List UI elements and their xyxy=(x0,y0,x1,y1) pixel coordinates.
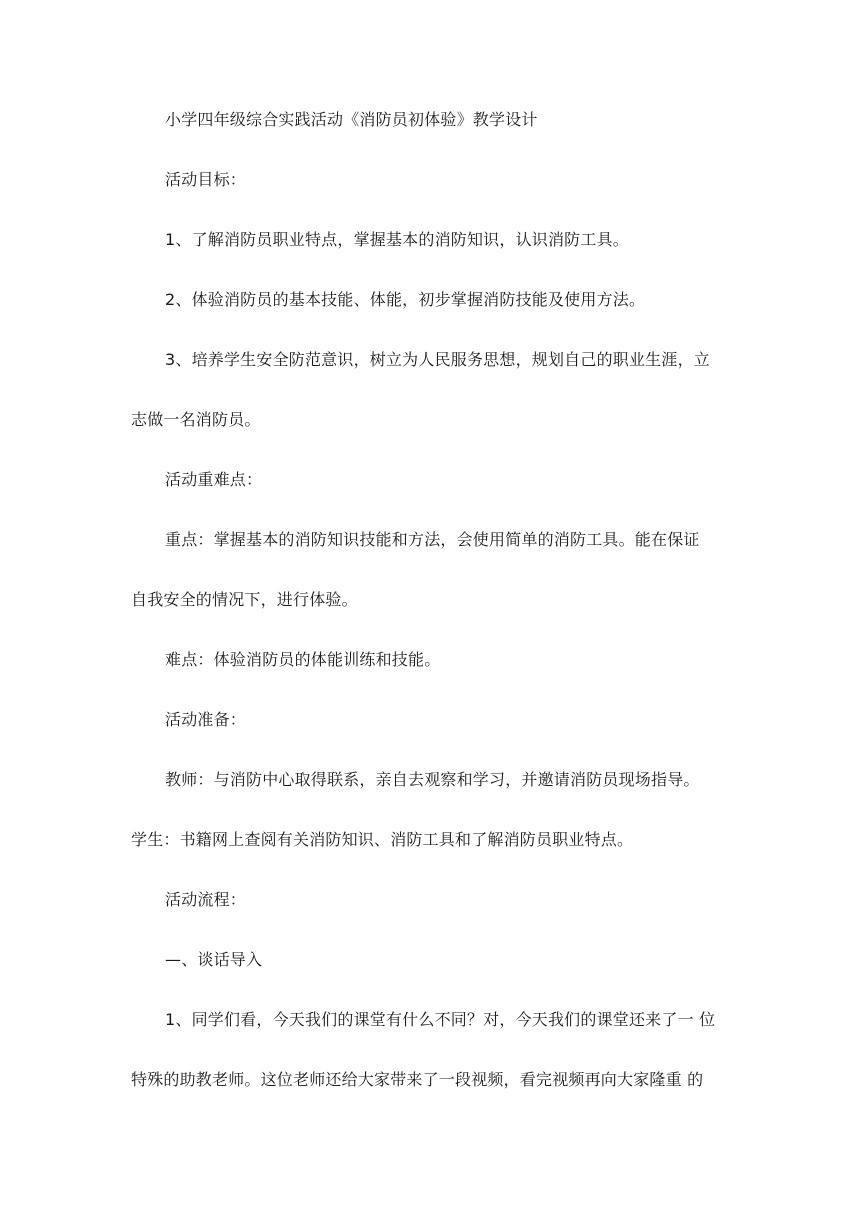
goal-item-3-line-1: 3、培养学生安全防范意识，树立为人民服务思想，规划自己的职业生涯，立 xyxy=(165,350,710,369)
document-title: 小学四年级综合实践活动《消防员初体验》教学设计 xyxy=(165,110,538,129)
goal-item-1: 1、了解消防员职业特点，掌握基本的消防知识，认识消防工具。 xyxy=(165,230,629,249)
step-1-line-1: 1、同学们看，今天我们的课堂有什么不同？对，今天我们的课堂还来了一 位 xyxy=(165,1010,716,1029)
key-points-heading: 活动重难点： xyxy=(165,470,263,489)
focus-line-2: 自我安全的情况下，进行体验。 xyxy=(131,590,358,609)
focus-line-1: 重点：掌握基本的消防知识技能和方法，会使用简单的消防工具。能在保证 xyxy=(165,530,700,549)
teacher-preparation: 教师：与消防中心取得联系，亲自去观察和学习，并邀请消防员现场指导。 xyxy=(165,770,700,789)
process-heading: 活动流程： xyxy=(165,890,247,909)
preparation-heading: 活动准备： xyxy=(165,710,247,729)
student-preparation: 学生：书籍网上查阅有关消防知识、消防工具和了解消防员职业特点。 xyxy=(131,830,634,849)
goal-item-2: 2、体验消防员的基本技能、体能，初步掌握消防技能及使用方法。 xyxy=(165,290,646,309)
goals-heading: 活动目标： xyxy=(165,170,247,189)
section-heading-1: —、谈话导入 xyxy=(165,950,263,969)
step-1-line-2: 特殊的助教老师。这位老师还给大家带来了一段视频，看完视频再向大家隆重 的 xyxy=(131,1070,704,1089)
goal-item-3-line-2: 志做一名消防员。 xyxy=(131,410,261,429)
difficulty-text: 难点：体验消防员的体能训练和技能。 xyxy=(165,650,441,669)
